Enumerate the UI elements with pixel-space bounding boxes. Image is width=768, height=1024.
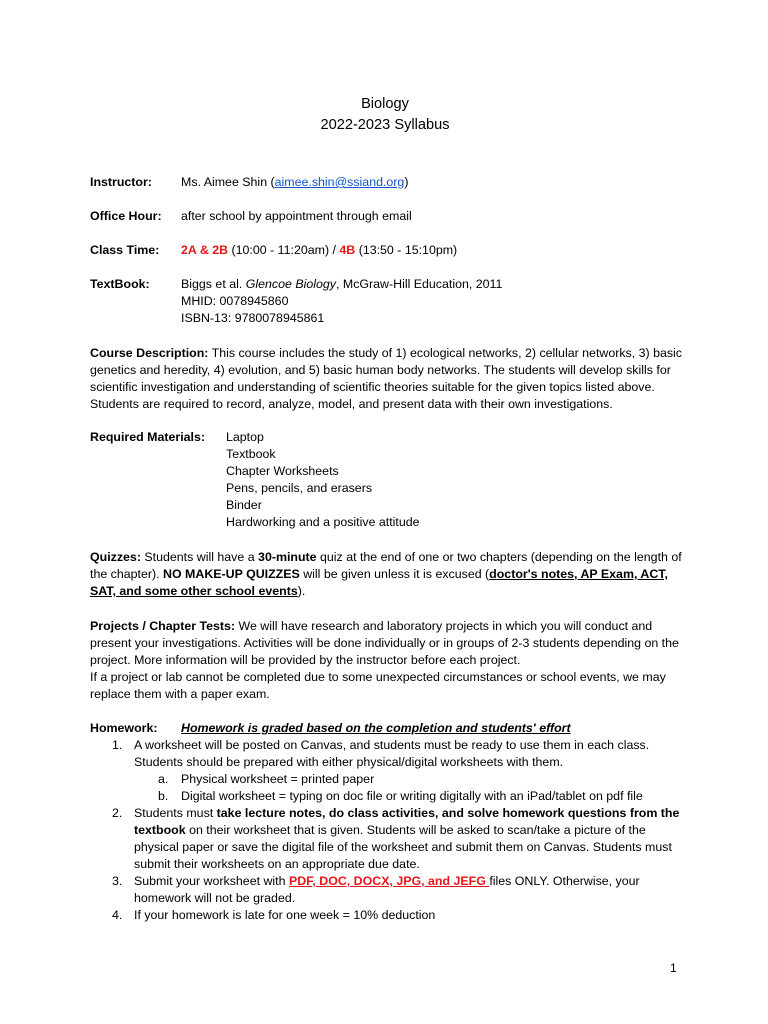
instructor-value bbox=[181, 174, 408, 191]
instructor-close-paren: ) bbox=[404, 175, 409, 189]
item-text-1: Students must bbox=[134, 806, 217, 820]
office-hour-value: after school by appointment through email bbox=[181, 209, 412, 223]
item-number: 1. bbox=[112, 738, 123, 752]
instructor-name: Ms. Aimee Shin ( bbox=[181, 175, 275, 189]
subitem-letter: a. bbox=[158, 772, 169, 786]
office-hour-label: Office Hour: bbox=[90, 209, 162, 223]
excused-reasons: doctor's notes, AP Exam, ACT, SAT, and some other school events bbox=[90, 567, 668, 598]
instructor-email-link[interactable]: aimee.shin@ssiand.org bbox=[274, 175, 405, 189]
projects-paragraph-2: If a project or lab cannot be completed due to some unexpected circumstances or school events, we may replace them with a paper exam. bbox=[90, 670, 666, 701]
item-number: 3. bbox=[112, 874, 123, 888]
class-time-1: (10:00 - 11:20am) / bbox=[228, 243, 340, 257]
quizzes-label: Quizzes: bbox=[90, 550, 141, 564]
projects-section bbox=[90, 618, 682, 703]
document-title bbox=[90, 94, 680, 136]
quizzes-text-2: quiz at the end of one or two chapters (depending on the length of the chapter). bbox=[90, 550, 682, 581]
page-number: 1 bbox=[670, 961, 677, 975]
material-item: Pens, pencils, and erasers bbox=[226, 481, 373, 495]
no-makeup-notice: NO MAKE-UP QUIZZES bbox=[163, 567, 300, 581]
material-item: Textbook bbox=[226, 447, 276, 461]
materials-list bbox=[226, 429, 420, 531]
homework-list bbox=[90, 737, 690, 924]
instructor-label: Instructor: bbox=[90, 175, 152, 189]
textbook-title: Glencoe Biology bbox=[245, 277, 336, 291]
title-subject: Biology bbox=[361, 96, 409, 112]
item-number: 2. bbox=[112, 806, 123, 820]
course-description bbox=[90, 345, 682, 413]
projects-text: We will have research and laboratory projects in which you will conduct and present your investigations. Activities will be done individually or in groups of 2-3 students depending on the project. More information will be provided by the instructor before each project. bbox=[90, 619, 679, 667]
material-item: Chapter Worksheets bbox=[226, 464, 339, 478]
class-time-2: (13:50 - 15:10pm) bbox=[355, 243, 458, 257]
item-text-2: on their worksheet that is given. Students will be asked to scan/take a picture of the physical paper or save the digital file of the worksheet and submit them on Canvas. Students must submit their worksheets on an appropriate due date. bbox=[134, 823, 672, 871]
textbook-author: Biggs et al. bbox=[181, 277, 246, 291]
item-text: If your homework is late for one week = 10% deduction bbox=[134, 908, 436, 922]
homework-item-1 bbox=[90, 737, 690, 771]
homework-item-4 bbox=[90, 907, 690, 924]
material-item: Laptop bbox=[226, 430, 264, 444]
item-bold: take lecture notes, do class activities, and solve homework questions from the textbook bbox=[134, 806, 680, 837]
subitem-letter: b. bbox=[158, 789, 169, 803]
homework-subitem-b bbox=[90, 788, 690, 805]
material-item: Hardworking and a positive attitude bbox=[226, 515, 420, 529]
homework-subtitle: Homework is graded based on the completion and students' effort bbox=[181, 721, 571, 735]
homework-item-2 bbox=[90, 805, 690, 873]
item-text: A worksheet will be posted on Canvas, and students must be ready to use them in each class. Students should be prepared with either physical/digital worksheets with them. bbox=[134, 738, 650, 769]
subitem-text: Physical worksheet = printed paper bbox=[181, 772, 375, 786]
textbook-isbn: ISBN-13: 9780078945861 bbox=[181, 311, 325, 325]
item-text-1: Submit your worksheet with bbox=[134, 874, 289, 888]
allowed-file-types: PDF, DOC, DOCX, JPG, and JEFG bbox=[288, 874, 490, 888]
textbook-publisher: , McGraw-Hill Education, 2011 bbox=[335, 277, 503, 291]
quizzes-text-3: will be given unless it is excused ( bbox=[299, 567, 490, 581]
homework-subitem-a bbox=[90, 771, 690, 788]
title-year: 2022-2023 Syllabus bbox=[320, 117, 450, 133]
homework-label: Homework: bbox=[90, 721, 158, 735]
projects-label: Projects / Chapter Tests: bbox=[90, 619, 236, 633]
textbook-label: TextBook: bbox=[90, 277, 150, 291]
class-period-2: 4B bbox=[339, 243, 356, 257]
quiz-duration: 30-minute bbox=[258, 550, 317, 564]
textbook-citation bbox=[181, 276, 502, 293]
quizzes-section bbox=[90, 549, 682, 600]
course-description-text: This course includes the study of 1) ecological networks, 2) cellular networks, 3) basic genetics and heredity, 4) evolution, and 5) basic human body networks. The students will develop skills for scientific investigation and understanding of scientific theories suitable for the given topics listed above. Students are required to record, analyze, model, and present data with their own investigations. bbox=[90, 346, 683, 411]
required-materials-label: Required Materials: bbox=[90, 430, 205, 444]
item-number: 4. bbox=[112, 908, 123, 922]
homework-item-3 bbox=[90, 873, 690, 907]
textbook-value bbox=[181, 276, 502, 327]
class-time-value bbox=[181, 242, 457, 259]
quizzes-text-1: Students will have a bbox=[140, 550, 259, 564]
class-period-1: 2A & 2B bbox=[181, 243, 229, 257]
class-time-label: Class Time: bbox=[90, 243, 160, 257]
quizzes-text-4: ). bbox=[297, 584, 306, 598]
material-item: Binder bbox=[226, 498, 262, 512]
textbook-mhid: MHID: 0078945860 bbox=[181, 294, 289, 308]
course-description-label: Course Description: bbox=[90, 346, 209, 360]
projects-paragraph bbox=[90, 618, 682, 669]
item-text-2: files ONLY. Otherwise, your homework will not be graded. bbox=[134, 874, 640, 905]
subitem-text: Digital worksheet = typing on doc file or writing digitally with an iPad/tablet on pdf file bbox=[181, 789, 643, 803]
